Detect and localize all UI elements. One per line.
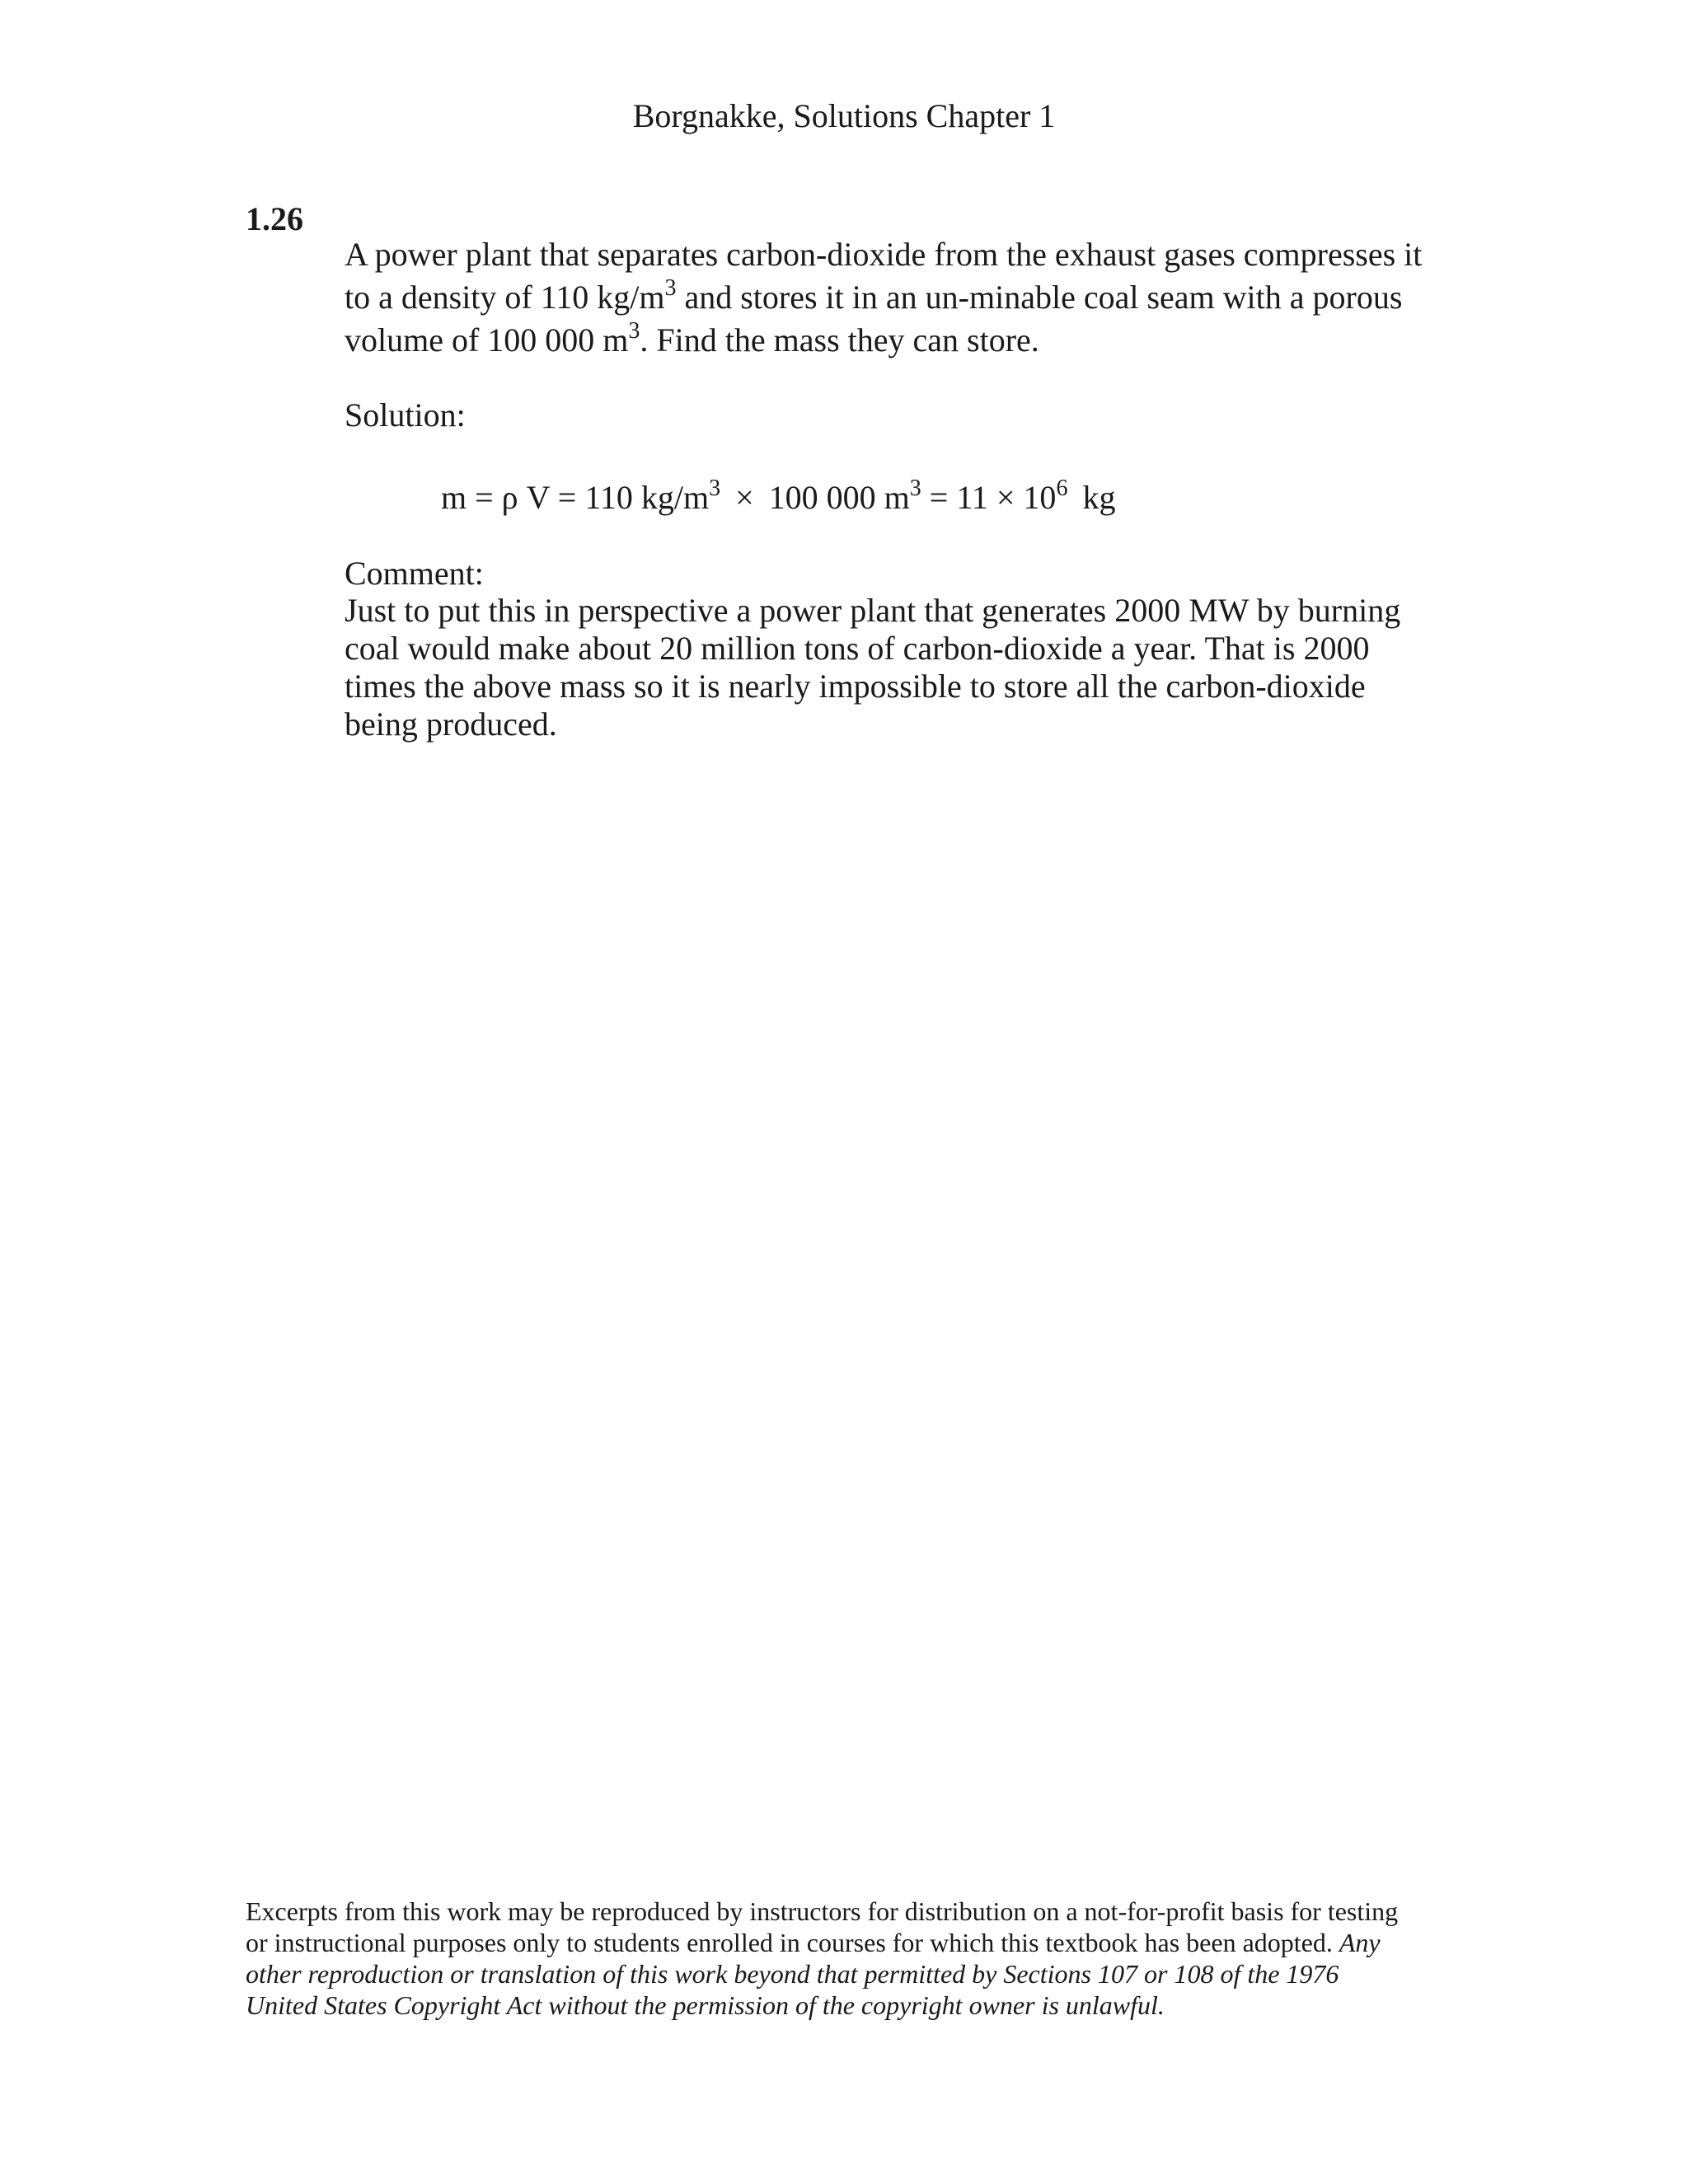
copyright-italic-text: Any other reproduction or translation of this work beyond that permitted by Sections 107 or 108 of the 1976 United States Copyright Act without the permission of the copyright owner is unlawful.: [246, 1928, 1381, 2020]
statement-superscript-2: 3: [628, 318, 640, 344]
problem-number: 1.26: [246, 200, 303, 237]
mass-equation: [441, 476, 1115, 519]
statement-text-3: . Find the mass they can store.: [640, 321, 1039, 359]
equation-volume-term: 100 000 m: [768, 479, 910, 516]
copyright-notice: [246, 1896, 1416, 2021]
equation-superscript-3: 6: [1056, 476, 1068, 501]
comment-label: Comment:: [345, 555, 484, 592]
equation-superscript-1: 3: [709, 476, 721, 501]
statement-superscript-1: 3: [664, 275, 677, 301]
equation-lhs: m = ρ V = 110 kg/m: [441, 479, 710, 516]
statement-text-2: and stores it in an un-minable coal seam with a porous volume of 100 000 m: [345, 279, 1403, 359]
equation-superscript-2: 3: [909, 476, 921, 501]
copyright-normal-text: Excerpts from this work may be reproduced by instructors for distribution on a not-for-profit basis for testing or instructional purposes only to students enrolled in courses for which this textbook has been adopted.: [246, 1896, 1399, 1957]
solution-label: Solution:: [345, 396, 466, 434]
page-header: Borgnakke, Solutions Chapter 1: [632, 97, 1056, 134]
equation-result: = 11 × 10: [921, 479, 1057, 516]
equation-times-sign: ×: [735, 479, 754, 516]
problem-statement: [345, 233, 1432, 362]
equation-unit: kg: [1082, 479, 1116, 516]
comment-text: Just to put this in perspective a power plant that generates 2000 MW by burning coal would make about 20 million tons of carbon-dioxide a year. That is 2000 times the above mass so it is nearly impossible to store all the carbon-dioxide being produced.: [345, 592, 1401, 743]
statement-text-1: A power plant that separates carbon-dioxide from the exhaust gases compresses it to a density of 110 kg/m: [345, 236, 1423, 316]
